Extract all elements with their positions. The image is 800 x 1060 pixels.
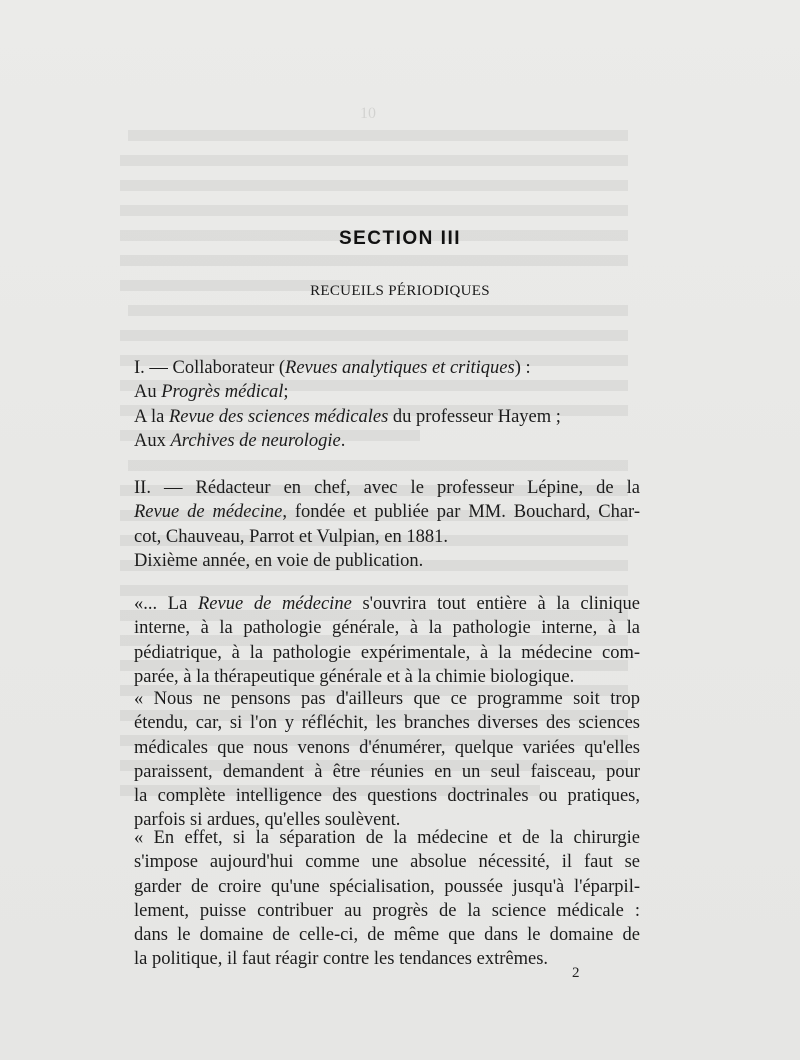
quote-line: « En effet, si la séparation de la médecine et de la chirurgie (134, 828, 640, 848)
bleed-through-text: 10 (360, 105, 376, 122)
editor-line: II. — Rédacteur en chef, avec le professeur Lépine, de la (134, 478, 640, 498)
quote-line: parfois si ardues, qu'elles soulèvent. (134, 810, 401, 831)
quote-line: la complète intelligence des questions doctrinales ou pratiques, (134, 786, 640, 807)
journal-item: Aux Archives de neurologie. (134, 430, 346, 451)
page-number: 2 (572, 965, 580, 981)
quote-line: « Nous ne pensons pas d'ailleurs que ce programme soit trop (134, 689, 640, 709)
quote-line: paraissent, demandent à être réunies en un seul faisceau, pour (134, 761, 640, 782)
quote-line: lement, puisse contribuer au progrès de la science médicale : (134, 900, 640, 921)
quotation-paragraph-1 (134, 592, 640, 689)
quotation-paragraph-3 (134, 826, 640, 972)
quote-line: parée, à la thérapeutique générale et à la chimie biologique. (134, 666, 575, 687)
collaborator-block (134, 356, 640, 453)
quote-line: dans le domaine de celle-ci, de même que dans le domaine de (134, 925, 640, 946)
journal-item: A la Revue des sciences médicales du professeur Hayem ; (134, 406, 561, 427)
quote-line: étendu, car, si l'on y réfléchit, les branches diverses des sciences (134, 713, 640, 734)
journal-item: Au Progrès médical; (134, 382, 289, 403)
collaborator-line: I. — Collaborateur (Revues analytiques et critiques) : (134, 358, 531, 378)
quote-line: médicales que nous venons d'énumérer, quelque variées qu'elles (134, 737, 640, 758)
quote-line: pédiatrique, à la pathologie expérimentale, à la médecine com- (134, 642, 640, 663)
quote-line: interne, à la pathologie générale, à la pathologie interne, à la (134, 618, 640, 639)
quote-line: garder de croire qu'une spécialisation, poussée jusqu'à l'éparpil- (134, 876, 640, 897)
quote-line: la politique, il faut réagir contre les tendances extrêmes. (134, 949, 549, 970)
editor-block (134, 476, 640, 573)
section-subtitle: RECUEILS PÉRIODIQUES (310, 283, 490, 299)
section-title: SECTION III (338, 228, 462, 249)
quote-line: s'impose aujourd'hui comme une absolue nécessité, il faut se (134, 852, 640, 873)
editor-line: Dixième année, en voie de publication. (134, 550, 424, 571)
quotation-paragraph-2 (134, 687, 640, 833)
editor-line: Revue de médecine, fondée et publiée par MM. Bouchard, Char- (134, 502, 640, 523)
editor-line: cot, Chauveau, Parrot et Vulpian, en 1881. (134, 526, 449, 547)
quote-line: «... La Revue de médecine s'ouvrira tout entière à la clinique (134, 594, 640, 614)
